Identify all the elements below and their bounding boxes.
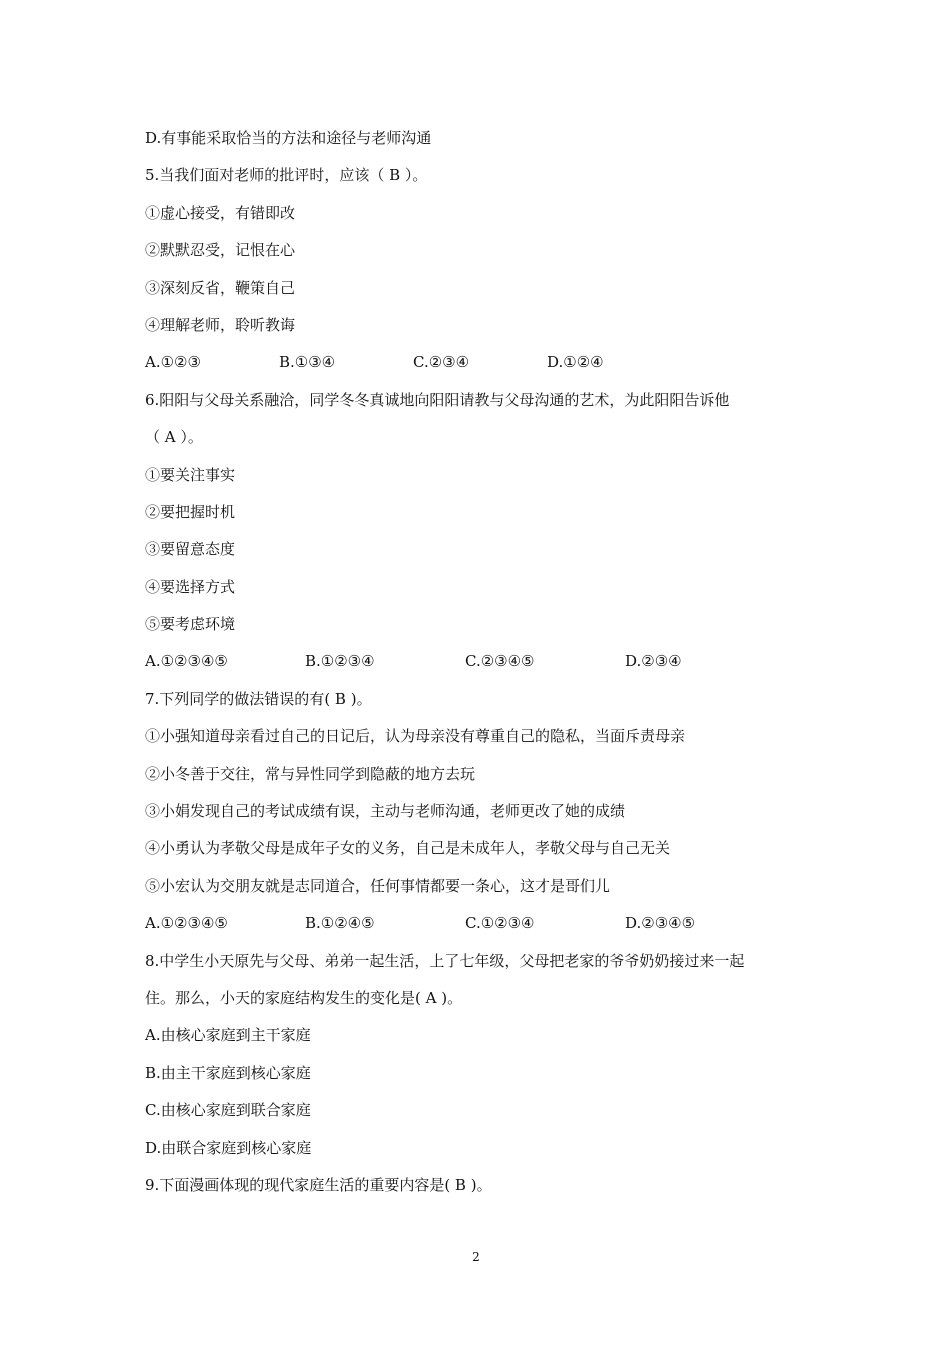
q5-item: ①虚心接受，有错即改 <box>145 203 296 222</box>
q7-stem: 7.下列同学的做法错误的有( B )。 <box>145 689 372 708</box>
q7-item: ⑤小宏认为交朋友就是志同道合，任何事情都要一条心，这才是哥们儿 <box>145 876 611 895</box>
q7-option-d: D.②③④⑤ <box>625 914 696 933</box>
q6-item: ⑤要考虑环境 <box>145 615 236 634</box>
q7-item: ③小娟发现自己的考试成绩有误，主动与老师沟通，老师更改了她的成绩 <box>145 802 626 821</box>
q8-stem-line1: 8.中学生小天原先与父母、弟弟一起生活，上了七年级，父母把老家的爷爷奶奶接过来一起 <box>145 951 745 970</box>
q7-options <box>145 905 825 942</box>
q5-option-c: C.②③④ <box>413 353 470 372</box>
page-number: 2 <box>472 1250 480 1264</box>
q6-option-a: A.①②③④⑤ <box>145 652 228 671</box>
q5-stem: 5.当我们面对老师的批评时，应该（ B ）。 <box>145 166 428 185</box>
q6-stem-line2: （ A ）。 <box>145 428 203 447</box>
q5-option-d: D.①②④ <box>547 353 604 372</box>
q7-item: ①小强知道母亲看过自己的日记后，认为母亲没有尊重自己的隐私，当面斥责母亲 <box>145 727 686 746</box>
q6-item: ②要把握时机 <box>145 502 236 521</box>
q6-stem-line1: 6.阳阳与父母关系融洽，同学冬冬真诚地向阳阳请教与父母沟通的艺术，为此阳阳告诉他 <box>145 390 730 409</box>
q9-stem: 9.下面漫画体现的现代家庭生活的重要内容是( B )。 <box>145 1175 492 1194</box>
q6-option-c: C.②③④⑤ <box>465 652 535 671</box>
q6-options <box>145 643 825 680</box>
q7-item: ④小勇认为孝敬父母是成年子女的义务，自己是未成年人，孝敬父母与自己无关 <box>145 839 671 858</box>
q7-option-c: C.①②③④ <box>465 914 535 933</box>
page-content <box>145 120 825 1204</box>
q7-option-a: A.①②③④⑤ <box>145 914 228 933</box>
q8-option-c: C.由核心家庭到联合家庭 <box>145 1101 311 1120</box>
q8-option-d: D.由联合家庭到核心家庭 <box>145 1138 312 1157</box>
q6-option-d: D.②③④ <box>625 652 682 671</box>
q5-option-a: A.①②③ <box>145 353 201 372</box>
q6-item: ①要关注事实 <box>145 465 236 484</box>
q5-item: ④理解老师，聆听教诲 <box>145 315 296 334</box>
q6-item: ③要留意态度 <box>145 540 236 559</box>
q6-item: ④要选择方式 <box>145 577 236 596</box>
q5-option-b: B.①③④ <box>279 353 336 372</box>
q7-option-b: B.①②④⑤ <box>305 914 375 933</box>
q4-option-d: D.有事能采取恰当的方法和途径与老师沟通 <box>145 129 432 147</box>
q5-options <box>145 344 825 381</box>
q8-option-a: A.由核心家庭到主干家庭 <box>145 1026 311 1045</box>
q5-item: ③深刻反省，鞭策自己 <box>145 278 296 297</box>
q6-option-b: B.①②③④ <box>305 652 375 671</box>
q7-item: ②小冬善于交往，常与异性同学到隐蔽的地方去玩 <box>145 764 476 783</box>
q5-item: ②默默忍受，记恨在心 <box>145 241 296 260</box>
q8-option-b: B.由主干家庭到核心家庭 <box>145 1063 311 1082</box>
q8-stem-line2: 住。那么，小天的家庭结构发生的变化是( A )。 <box>145 988 463 1007</box>
